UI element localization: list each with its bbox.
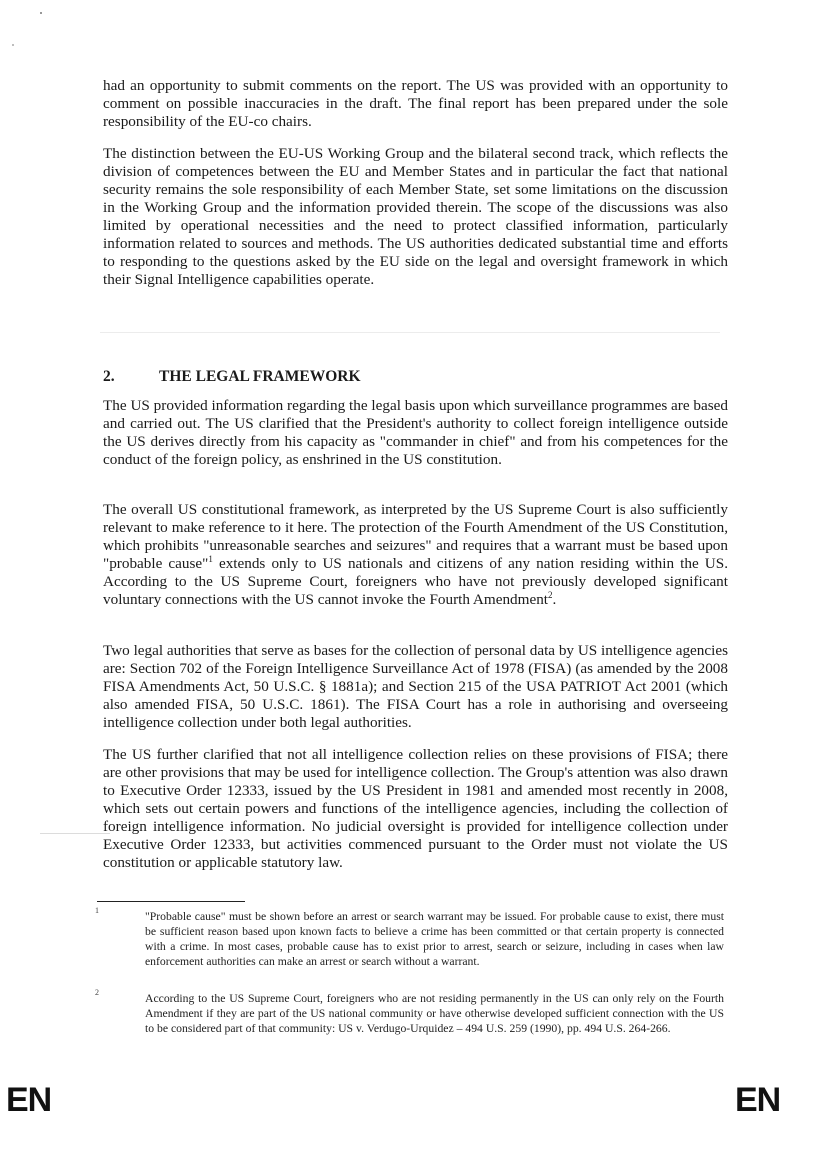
paragraph-constitutional-part-a: The overall US constitutional framework, as interpreted by the US Supreme Court is also sufficiently relevant to make reference to it here. The protection of the Fourth Amendment of the US Constitution, which prohibits "unreasonable searches and seizures" and requires that a warrant must be based upon "probable cause": [103, 501, 728, 572]
paragraph-distinction: [103, 145, 728, 289]
paragraph-executive-order: [103, 746, 728, 872]
paragraph-legal-basis: [103, 397, 728, 469]
section-heading: [103, 368, 361, 386]
scan-speck: [12, 44, 14, 46]
footnote-mark-2: 2: [95, 988, 99, 997]
scan-artifact-line: [40, 833, 110, 834]
footnote-mark-1: 1: [95, 906, 99, 915]
language-marker-right: EN: [735, 1081, 781, 1119]
paragraph-constitutional-part-b: extends only to US nationals and citizens of any nation residing within the US. According to the US Supreme Court, foreigners who have not previously developed significant voluntary connections with the US cannot invoke the Fourth Amendment: [103, 555, 728, 608]
scan-artifact-line: [100, 332, 720, 333]
footnote-2: According to the US Supreme Court, foreigners who are not residing permanently in the US can only rely on the Fourth Amendment if they are part of the US national community or have otherwise developed sufficient connection with the US to be considered part of that community: US v. Verdugo-Urquidez – 494 U.S. 259 (1990), pp. 494 U.S. 264-266.: [145, 992, 724, 1035]
paragraph-legal-authorities: [103, 642, 728, 732]
footnote-separator: [97, 901, 245, 902]
paragraph-constitutional-part-c: .: [552, 591, 557, 608]
paragraph-executive-order-text: The US further clarified that not all intelligence collection relies on these provisions of FISA; there are other provisions that may be used for intelligence collection. The Group's attention was also drawn to Executive Order 12333, issued by the US President in 1981 and amended most recently in 2008, which sets out certain powers and functions of the intelligence agencies, including the collection of foreign intelligence information. No judicial oversight is provided for intelligence collection under Executive Order 12333, but activities commenced pursuant to the Order must not violate the US constitution or applicable statutory law.: [103, 746, 728, 871]
paragraph-distinction-text: The distinction between the EU-US Working Group and the bilateral second track, which reflects the division of competences between the EU and Member States and in particular the fact that national security remains the sole responsibility of each Member State, set some limitations on the discussion in the Working Group and the information provided therein. The scope of the discussions was also limited by operational necessities and the need to protect classified information, particularly information related to sources and methods. The US authorities dedicated substantial time and efforts to responding to the questions asked by the EU side on the legal and oversight framework in which their Signal Intelligence capabilities operate.: [103, 145, 728, 288]
paragraph-legal-basis-text: The US provided information regarding the legal basis upon which surveillance programmes are based and carried out. The US clarified that the President's authority to collect foreign intelligence outside the US derives directly from his capacity as "commander in chief" and from his competences for the conduct of the foreign policy, as enshrined in the US constitution.: [103, 397, 728, 468]
section-title: THE LEGAL FRAMEWORK: [159, 368, 361, 385]
paragraph-constitutional-framework: [103, 501, 728, 609]
footnote-1: "Probable cause" must be shown before an arrest or search warrant may be issued. For probable cause to exist, there must be sufficient reason based upon known facts to believe a crime has been committed or that certain property is connected with a crime. In most cases, probable cause has to exist prior to arrest, search or seizure, including in cases when law enforcement authorities can make an arrest or search without a warrant.: [145, 910, 724, 968]
section-number: 2.: [103, 368, 115, 385]
paragraph-constitutional-text: [103, 501, 728, 609]
scan-speck: [40, 12, 42, 14]
language-marker-left: EN: [6, 1081, 52, 1119]
footnote-reference-2[interactable]: 2: [548, 589, 553, 600]
footnote-reference-1[interactable]: 1: [208, 553, 213, 564]
paragraph-intro-text: had an opportunity to submit comments on the report. The US was provided with an opportunity to comment on possible inaccuracies in the draft. The final report has been prepared under the sole responsibility of the EU-co chairs.: [103, 77, 728, 130]
paragraph-intro: [103, 77, 728, 131]
paragraph-legal-authorities-text: Two legal authorities that serve as bases for the collection of personal data by US intelligence agencies are: Section 702 of the Foreign Intelligence Surveillance Act of 1978 (FISA) (as amended by the 2008 FISA Amendments Act, 50 U.S.C. § 1881a); and Section 215 of the USA PATRIOT Act 2001 (which also amended FISA, 50 U.S.C. 1861). The FISA Court has a role in authorising and overseeing intelligence collection under both legal authorities.: [103, 642, 728, 731]
